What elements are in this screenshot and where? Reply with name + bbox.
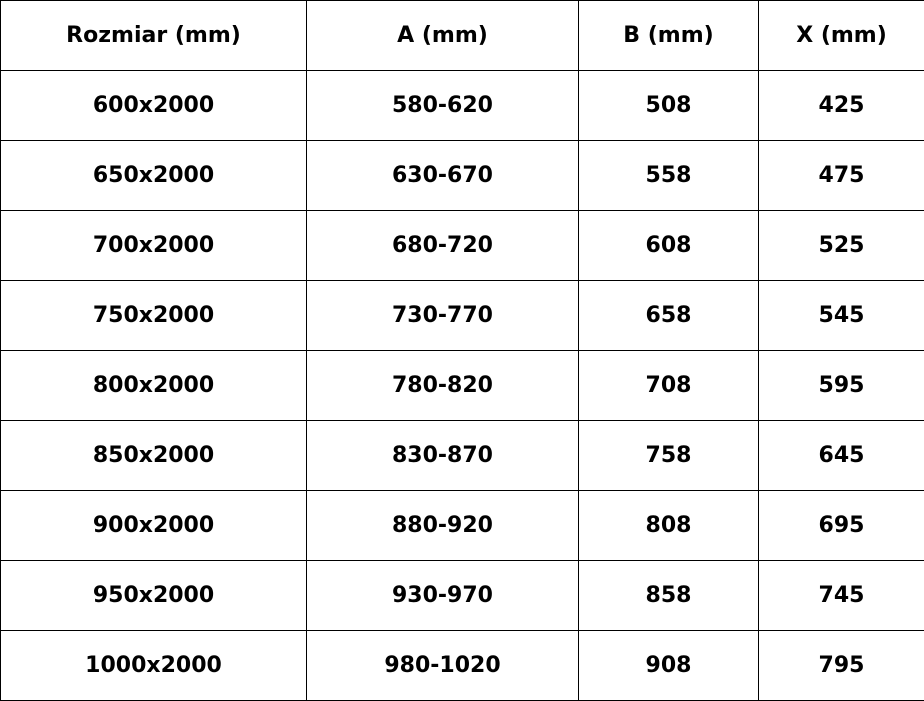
cell-size: 750x2000: [1, 281, 307, 351]
cell-b: 708: [579, 351, 759, 421]
table-row: [1, 561, 924, 631]
cell-size: 900x2000: [1, 491, 307, 561]
cell-b: 908: [579, 631, 759, 701]
table-header-row: [1, 1, 924, 71]
cell-a: 780-820: [307, 351, 579, 421]
cell-b: 758: [579, 421, 759, 491]
cell-b: 508: [579, 71, 759, 141]
cell-a: 730-770: [307, 281, 579, 351]
cell-a: 580-620: [307, 71, 579, 141]
cell-size: 950x2000: [1, 561, 307, 631]
cell-size: 650x2000: [1, 141, 307, 211]
column-header-b: B (mm): [579, 1, 759, 71]
table-row: [1, 281, 924, 351]
cell-size: 800x2000: [1, 351, 307, 421]
column-header-a: A (mm): [307, 1, 579, 71]
cell-a: 980-1020: [307, 631, 579, 701]
cell-x: 525: [759, 211, 924, 281]
cell-x: 795: [759, 631, 924, 701]
column-header-x: X (mm): [759, 1, 924, 71]
cell-x: 425: [759, 71, 924, 141]
cell-x: 545: [759, 281, 924, 351]
cell-size: 700x2000: [1, 211, 307, 281]
cell-x: 745: [759, 561, 924, 631]
table-row: [1, 141, 924, 211]
cell-x: 475: [759, 141, 924, 211]
cell-a: 880-920: [307, 491, 579, 561]
cell-x: 595: [759, 351, 924, 421]
cell-x: 695: [759, 491, 924, 561]
cell-b: 808: [579, 491, 759, 561]
cell-size: 1000x2000: [1, 631, 307, 701]
table-row: [1, 631, 924, 701]
cell-b: 858: [579, 561, 759, 631]
cell-a: 680-720: [307, 211, 579, 281]
cell-size: 600x2000: [1, 71, 307, 141]
cell-size: 850x2000: [1, 421, 307, 491]
cell-a: 930-970: [307, 561, 579, 631]
table-row: [1, 71, 924, 141]
table-row: [1, 351, 924, 421]
cell-a: 630-670: [307, 141, 579, 211]
cell-a: 830-870: [307, 421, 579, 491]
cell-b: 608: [579, 211, 759, 281]
table-row: [1, 491, 924, 561]
cell-x: 645: [759, 421, 924, 491]
column-header-rozmiar: Rozmiar (mm): [1, 1, 307, 71]
table-row: [1, 211, 924, 281]
table-row: [1, 421, 924, 491]
cell-b: 658: [579, 281, 759, 351]
cell-b: 558: [579, 141, 759, 211]
